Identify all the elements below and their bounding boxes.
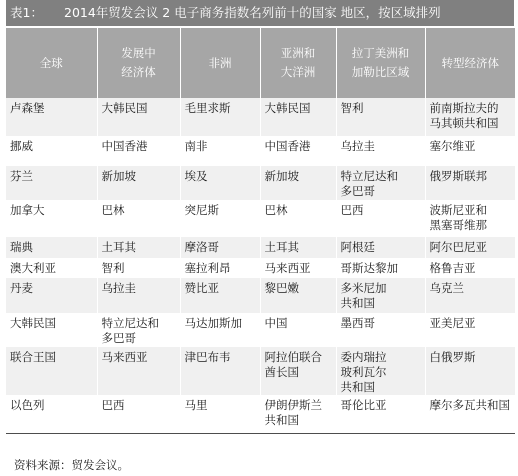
table-cell (336, 166, 425, 200)
table-row (6, 166, 515, 200)
cell-text-line: 乌克兰 (429, 281, 464, 295)
table-cell (260, 166, 336, 200)
table-cell (180, 166, 260, 200)
cell-text-line: 俄罗斯联邦 (429, 169, 487, 183)
table-cell (336, 200, 425, 237)
cell-text-line: 巴西 (101, 398, 125, 412)
table-cell (6, 98, 97, 136)
cell-text-line: 联合王国 (10, 350, 56, 364)
table-cell (260, 278, 336, 313)
table-cell (336, 278, 425, 313)
cell-text-line: 卢森堡 (10, 101, 45, 115)
cell-text-line: 多巴哥 (340, 184, 375, 198)
cell-text-line: 共和国 (340, 296, 375, 310)
cell-text-line: 委内瑞拉 (340, 350, 387, 364)
table-row (6, 200, 515, 237)
column-header-line: 拉丁美洲和 (351, 46, 410, 60)
table-cell (97, 237, 180, 258)
cell-text-line: 赞比亚 (184, 281, 219, 295)
cell-text-line: 南非 (184, 139, 208, 153)
table-row (6, 313, 515, 347)
cell-text-line: 巴西 (340, 203, 364, 217)
cell-text-line: 特立尼达和 (101, 316, 159, 330)
table-cell (97, 166, 180, 200)
cell-text-line: 阿根廷 (340, 240, 375, 254)
table-title: 2014年贸发会议 2 电子商务指数名列前十的国家 地区，按区域排列 (64, 5, 441, 20)
cell-text-line: 墨西哥 (340, 316, 375, 330)
cell-text-line: 中国香港 (101, 139, 148, 153)
cell-text-line: 大韩民国 (101, 101, 148, 115)
cell-text-line: 马里 (184, 398, 208, 412)
column-header (97, 28, 180, 98)
table-cell (180, 136, 260, 166)
table-cell (180, 395, 260, 433)
column-header (260, 28, 336, 98)
cell-text-line: 黑塞哥维那 (429, 218, 487, 232)
cell-text-line: 以色列 (10, 398, 45, 412)
table-cell (425, 237, 515, 258)
cell-text-line: 阿尔巴尼亚 (429, 240, 487, 254)
column-header (180, 28, 260, 98)
cell-text-line: 塞尔维亚 (429, 139, 476, 153)
table-cell (336, 313, 425, 347)
table-header-row (6, 28, 515, 98)
cell-text-line: 前南斯拉夫的 (429, 101, 499, 115)
column-header-line: 经济体 (121, 65, 156, 79)
table-row (6, 278, 515, 313)
cell-text-line: 埃及 (184, 169, 208, 183)
table-cell (425, 136, 515, 166)
table-row (6, 98, 515, 136)
table-cell (425, 200, 515, 237)
column-header-line: 发展中 (121, 46, 156, 60)
table-body (6, 98, 515, 433)
table-cell (6, 313, 97, 347)
column-header (336, 28, 425, 98)
table-cell (336, 395, 425, 433)
table-cell (6, 237, 97, 258)
table-cell (425, 258, 515, 278)
cell-text-line: 巴林 (101, 203, 125, 217)
ecommerce-ranking-table (6, 28, 515, 434)
cell-text-line: 新加坡 (101, 169, 136, 183)
table-cell (6, 395, 97, 433)
table-cell (260, 258, 336, 278)
cell-text-line: 黎巴嫩 (264, 281, 299, 295)
table-cell (97, 313, 180, 347)
cell-text-line: 新加坡 (264, 169, 299, 183)
table-row (6, 258, 515, 278)
cell-text-line: 土耳其 (264, 240, 299, 254)
cell-text-line: 大韩民国 (10, 316, 56, 330)
cell-text-line: 中国香港 (264, 139, 311, 153)
cell-text-line: 白俄罗斯 (429, 350, 476, 364)
table-cell (336, 98, 425, 136)
table-row (6, 395, 515, 433)
table-cell (260, 347, 336, 395)
cell-text-line: 中国 (264, 316, 288, 330)
table-cell (97, 258, 180, 278)
table-cell (425, 166, 515, 200)
cell-text-line: 突尼斯 (184, 203, 219, 217)
cell-text-line: 澳大利亚 (10, 261, 56, 275)
table-cell (425, 278, 515, 313)
table-cell (97, 395, 180, 433)
table-cell (180, 313, 260, 347)
table-cell (6, 136, 97, 166)
column-header (425, 28, 515, 98)
table-row (6, 347, 515, 395)
cell-text-line: 摩尔多瓦共和国 (429, 398, 510, 412)
table-cell (260, 136, 336, 166)
cell-text-line: 亚美尼亚 (429, 316, 476, 330)
column-header-line: 大洋洲 (280, 65, 316, 79)
cell-text-line: 马达加斯加 (184, 316, 242, 330)
table-cell (425, 347, 515, 395)
cell-text-line: 乌拉圭 (101, 281, 136, 295)
table-cell (97, 98, 180, 136)
cell-text-line: 津巴布韦 (184, 350, 231, 364)
table-cell (425, 395, 515, 433)
table-cell (260, 237, 336, 258)
column-header (6, 28, 97, 98)
table-cell (6, 200, 97, 237)
table-cell (336, 258, 425, 278)
cell-text-line: 共和国 (340, 380, 375, 394)
cell-text-line: 塞拉利昂 (184, 261, 231, 275)
table-cell (180, 258, 260, 278)
table-cell (425, 98, 515, 136)
table-cell (6, 278, 97, 313)
table-cell (180, 98, 260, 136)
table-cell (180, 237, 260, 258)
table-cell (97, 347, 180, 395)
cell-text-line: 伊朗伊斯兰 (264, 398, 322, 412)
table-cell (260, 98, 336, 136)
cell-text-line: 格鲁吉亚 (429, 261, 476, 275)
column-header-line: 全球 (39, 55, 63, 70)
column-header-line: 非洲 (208, 55, 232, 70)
cell-text-line: 波斯尼亚和 (429, 203, 487, 217)
table-cell (336, 237, 425, 258)
cell-text-line: 多巴哥 (101, 331, 136, 345)
source-note: 资料来源：贸发会议。 (14, 458, 129, 472)
cell-text-line: 哥伦比亚 (340, 398, 387, 412)
cell-text-line: 毛里求斯 (184, 101, 231, 115)
cell-text-line: 巴林 (264, 203, 288, 217)
table-cell (6, 258, 97, 278)
cell-text-line: 摩洛哥 (184, 240, 219, 254)
cell-text-line: 马其顿共和国 (429, 116, 499, 130)
cell-text-line: 芬兰 (10, 169, 33, 183)
table-cell (180, 278, 260, 313)
cell-text-line: 挪威 (10, 139, 33, 153)
cell-text-line: 马来西亚 (101, 350, 148, 364)
table-cell (425, 313, 515, 347)
cell-text-line: 乌拉圭 (340, 139, 375, 153)
cell-text-line: 玻利瓦尔 (340, 365, 387, 379)
cell-text-line: 阿拉伯联合 (264, 350, 322, 364)
table-row (6, 136, 515, 166)
cell-text-line: 特立尼达和 (340, 169, 398, 183)
column-header-line: 加勒比区域 (351, 65, 410, 79)
cell-text-line: 智利 (340, 101, 364, 115)
table-cell (336, 347, 425, 395)
cell-text-line: 共和国 (264, 413, 299, 427)
cell-text-line: 多米尼加 (340, 281, 387, 295)
cell-text-line: 马来西亚 (264, 261, 311, 275)
cell-text-line: 丹麦 (10, 281, 33, 295)
table-number: 表1： (10, 5, 43, 20)
table-cell (6, 166, 97, 200)
cell-text-line: 大韩民国 (264, 101, 311, 115)
table-caption-bar (6, 0, 514, 26)
table-row (6, 237, 515, 258)
table-cell (180, 200, 260, 237)
table-cell (180, 347, 260, 395)
table-cell (97, 278, 180, 313)
table-cell (97, 200, 180, 237)
cell-text-line: 加拿大 (10, 203, 45, 217)
table-cell (260, 395, 336, 433)
column-header-line: 转型经济体 (441, 55, 499, 70)
cell-text-line: 土耳其 (101, 240, 136, 254)
table-cell (260, 313, 336, 347)
cell-text-line: 瑞典 (10, 240, 33, 254)
table-cell (6, 347, 97, 395)
table-cell (336, 136, 425, 166)
table-cell (260, 200, 336, 237)
cell-text-line: 酋长国 (264, 365, 299, 379)
column-header-line: 亚洲和 (280, 46, 316, 60)
cell-text-line: 智利 (101, 261, 125, 275)
cell-text-line: 哥斯达黎加 (340, 261, 398, 275)
table-cell (97, 136, 180, 166)
